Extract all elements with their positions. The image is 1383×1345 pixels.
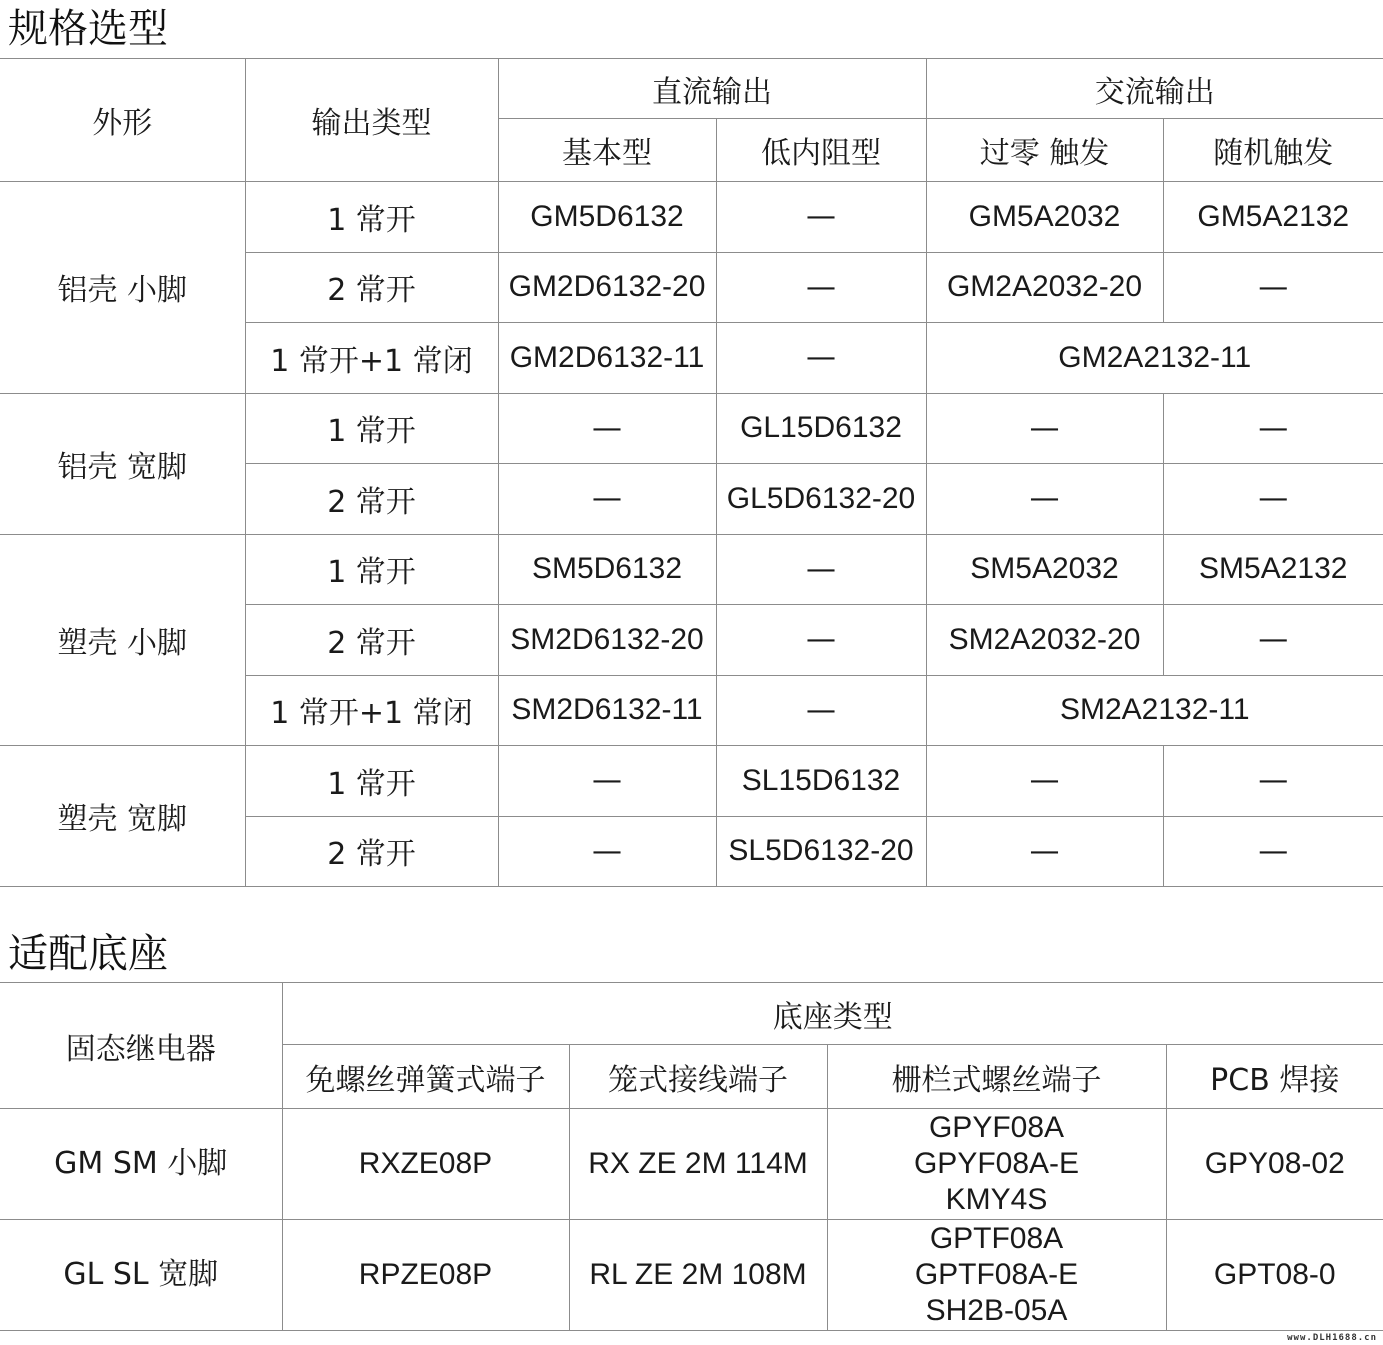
barrier-model-cell — [827, 1109, 1166, 1220]
output-type-cell: 2 常开 — [245, 605, 498, 676]
header-dc-output: 直流输出 — [498, 59, 926, 119]
low-model-cell: SL5D6132-20 — [716, 816, 926, 887]
table-row — [0, 1220, 1383, 1331]
watermark: www.DLH1688.cn — [1287, 1333, 1377, 1343]
pcb-model-cell: GPT08-0 — [1166, 1220, 1383, 1331]
low-model-cell: — — [716, 675, 926, 746]
spec-section-title: 规格选型 — [8, 6, 168, 52]
output-type-cell: 2 常开 — [245, 816, 498, 887]
output-type-cell: 1 常开 — [245, 182, 498, 253]
table-row — [0, 182, 1383, 253]
barrier-model: GPTF08A — [929, 1222, 1064, 1255]
output-type-cell: 1 常开 — [245, 393, 498, 464]
basic-model-cell: GM5D6132 — [498, 182, 716, 253]
basic-model-cell: SM2D6132-20 — [498, 605, 716, 676]
output-type-cell: 2 常开 — [245, 252, 498, 323]
zero-model-cell: GM2A2032-20 — [926, 252, 1163, 323]
output-type-cell: 1 常开+1 常闭 — [245, 675, 498, 746]
low-model-cell: GL5D6132-20 — [716, 464, 926, 535]
barrier-model: GPYF08A-E — [913, 1147, 1080, 1180]
base-section-title: 适配底座 — [8, 931, 168, 977]
zero-model-cell: GM5A2032 — [926, 182, 1163, 253]
ac-merged-model-cell: GM2A2132-11 — [926, 323, 1383, 394]
random-model-cell: — — [1163, 393, 1383, 464]
shape-cell: 塑壳 宽脚 — [0, 746, 245, 887]
relay-cell: GM SM 小脚 — [0, 1109, 282, 1220]
low-model-cell: — — [716, 182, 926, 253]
zero-model-cell: SM5A2032 — [926, 534, 1163, 605]
random-model-cell: — — [1163, 464, 1383, 535]
barrier-model: KMY4S — [945, 1183, 1048, 1216]
header-output-type: 输出类型 — [245, 59, 498, 182]
basic-model-cell: SM2D6132-11 — [498, 675, 716, 746]
basic-model-cell: — — [498, 393, 716, 464]
zero-model-cell: — — [926, 816, 1163, 887]
barrier-model: GPTF08A-E — [914, 1258, 1079, 1291]
header-shape: 外形 — [0, 59, 245, 182]
output-type-cell: 2 常开 — [245, 464, 498, 535]
screwless-model-cell: RPZE08P — [282, 1220, 569, 1331]
header-barrier: 栅栏式螺丝端子 — [827, 1045, 1166, 1109]
output-type-cell: 1 常开 — [245, 534, 498, 605]
screwless-model-cell: RXZE08P — [282, 1109, 569, 1220]
header-relay: 固态继电器 — [0, 983, 282, 1109]
header-ac-output: 交流输出 — [926, 59, 1383, 119]
header-zero-cross: 过零 触发 — [926, 119, 1163, 182]
header-low-resistance: 低内阻型 — [716, 119, 926, 182]
zero-model-cell: — — [926, 393, 1163, 464]
basic-model-cell: GM2D6132-11 — [498, 323, 716, 394]
header-pcb: PCB 焊接 — [1166, 1045, 1383, 1109]
random-model-cell: — — [1163, 816, 1383, 887]
table-row — [0, 1109, 1383, 1220]
basic-model-cell: SM5D6132 — [498, 534, 716, 605]
basic-model-cell: GM2D6132-20 — [498, 252, 716, 323]
zero-model-cell: SM2A2032-20 — [926, 605, 1163, 676]
random-model-cell: SM5A2132 — [1163, 534, 1383, 605]
pcb-model-cell: GPY08-02 — [1166, 1109, 1383, 1220]
shape-cell: 铝壳 宽脚 — [0, 393, 245, 534]
shape-cell: 塑壳 小脚 — [0, 534, 245, 746]
table-row — [0, 393, 1383, 464]
zero-model-cell: — — [926, 746, 1163, 817]
low-model-cell: SL15D6132 — [716, 746, 926, 817]
table-row — [0, 534, 1383, 605]
basic-model-cell: — — [498, 816, 716, 887]
ac-merged-model-cell: SM2A2132-11 — [926, 675, 1383, 746]
header-base-type: 底座类型 — [282, 983, 1383, 1045]
header-random: 随机触发 — [1163, 119, 1383, 182]
header-cage: 笼式接线端子 — [569, 1045, 827, 1109]
low-model-cell: — — [716, 323, 926, 394]
low-model-cell: — — [716, 252, 926, 323]
base-adapter-table — [0, 982, 1383, 1331]
low-model-cell: GL15D6132 — [716, 393, 926, 464]
header-basic: 基本型 — [498, 119, 716, 182]
barrier-model: SH2B-05A — [925, 1294, 1068, 1327]
cage-model-cell: RX ZE 2M 114M — [569, 1109, 827, 1220]
output-type-cell: 1 常开 — [245, 746, 498, 817]
output-type-cell: 1 常开+1 常闭 — [245, 323, 498, 394]
low-model-cell: — — [716, 605, 926, 676]
cage-model-cell: RL ZE 2M 108M — [569, 1220, 827, 1331]
random-model-cell: — — [1163, 252, 1383, 323]
zero-model-cell: — — [926, 464, 1163, 535]
barrier-model-cell — [827, 1220, 1166, 1331]
low-model-cell: — — [716, 534, 926, 605]
shape-cell: 铝壳 小脚 — [0, 182, 245, 394]
relay-cell: GL SL 宽脚 — [0, 1220, 282, 1331]
spec-selection-table — [0, 58, 1383, 887]
random-model-cell: — — [1163, 746, 1383, 817]
header-screwless: 免螺丝弹簧式端子 — [282, 1045, 569, 1109]
random-model-cell: GM5A2132 — [1163, 182, 1383, 253]
random-model-cell: — — [1163, 605, 1383, 676]
basic-model-cell: — — [498, 464, 716, 535]
barrier-model: GPYF08A — [928, 1111, 1065, 1144]
basic-model-cell: — — [498, 746, 716, 817]
table-row — [0, 746, 1383, 817]
